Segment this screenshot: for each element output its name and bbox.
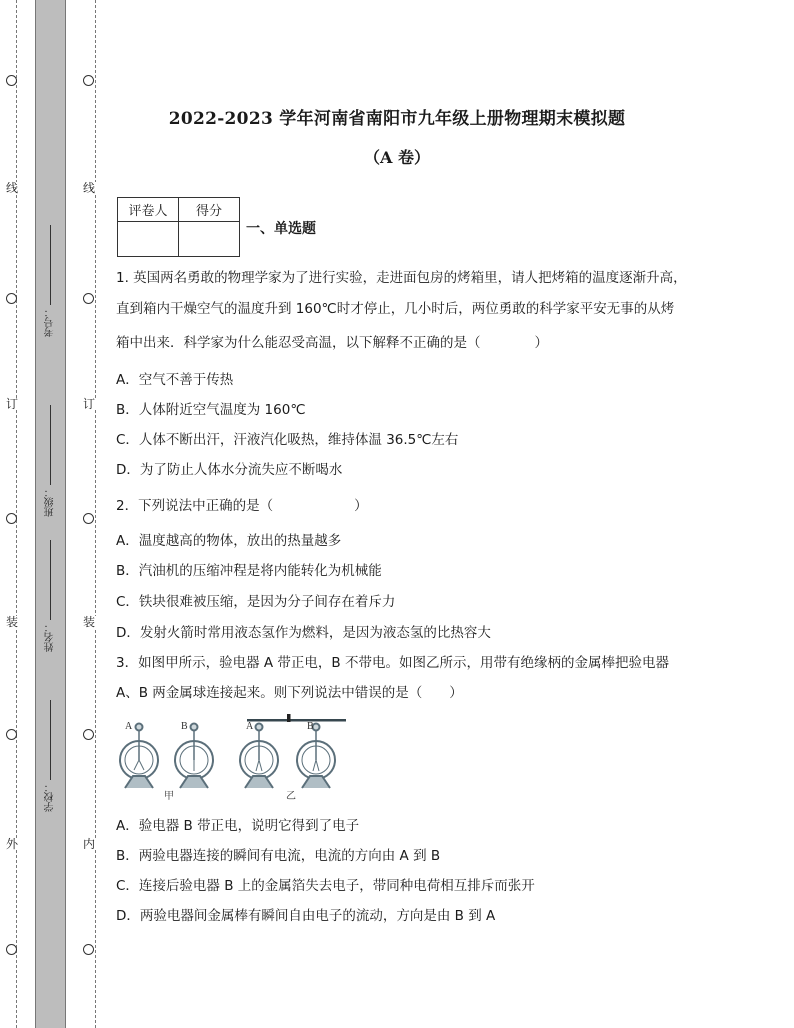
q2-option-c: C．铁块很难被压缩，是因为分子间存在着斥力: [116, 594, 396, 610]
q1-option-c: C．人体不断出汗，汗液汽化吸热，维持体温 36.5℃左右: [116, 432, 459, 448]
caption-yi: 乙: [286, 791, 296, 802]
q2-stem: 2．下列说法中正确的是（ ）: [116, 498, 368, 514]
score-cell[interactable]: [179, 222, 240, 257]
binding-hole: [83, 293, 94, 304]
binding-hole: [6, 75, 17, 86]
margin-char-zhuang: 装: [5, 615, 18, 629]
margin-char-xian: 线: [82, 181, 95, 195]
q1-option-a: A．空气不善于传热: [116, 372, 234, 388]
label-b-left: B: [181, 721, 188, 732]
binding-hole: [6, 513, 17, 524]
binding-hole: [83, 729, 94, 740]
score-header: 得分: [179, 198, 240, 222]
score-table: [117, 197, 240, 257]
q3-option-c: C．连接后验电器 B 上的金属箔失去电子，带同种电荷相互排斥而张开: [116, 878, 535, 894]
margin-char-nei: 内: [82, 837, 95, 851]
q1-option-b: B．人体附近空气温度为 160℃: [116, 402, 306, 418]
margin-char-ding: 订: [5, 397, 18, 411]
binding-hole: [83, 513, 94, 524]
q2-option-b: B．汽油机的压缩冲程是将内能转化为机械能: [116, 563, 382, 579]
label-a-left: A: [125, 721, 133, 732]
q3-stem-line: A、B 两金属球连接起来。则下列说法中错误的是（ ）: [116, 685, 463, 701]
school-field[interactable]: 学校：: [43, 700, 58, 812]
margin-char-xian: 线: [5, 181, 18, 195]
q3-stem-line: 3．如图甲所示，验电器 A 带正电，B 不带电。如图乙所示，用带有绝缘柄的金属棒把验电器: [116, 655, 669, 671]
binding-hole: [83, 944, 94, 955]
name-field[interactable]: 姓名：: [43, 540, 58, 652]
binding-hole: [6, 944, 17, 955]
label-a-right: A: [246, 721, 254, 732]
binding-hole: [83, 75, 94, 86]
q2-option-a: A．温度越高的物体，放出的热量越多: [116, 533, 342, 549]
label-b-right: B: [307, 721, 314, 732]
q1-stem-line: 箱中出来．科学家为什么能忍受高温，以下解释不正确的是（ ）: [116, 335, 548, 351]
page-subtitle: （A 卷）: [364, 148, 430, 167]
q3-option-b: B．两验电器连接的瞬间有电流，电流的方向由 A 到 B: [116, 848, 441, 864]
electroscope-figure: [115, 710, 355, 800]
electroscope-drawing: [115, 710, 355, 800]
q1-stem-line: 直到箱内干燥空气的温度升到 160℃时才停止，几小时后，两位勇敢的科学家平安无事的从烤: [116, 301, 675, 317]
exam-number-field[interactable]: 考号：: [43, 225, 58, 337]
binding-hole: [6, 729, 17, 740]
section-title: 一、单选题: [246, 221, 316, 237]
grader-cell[interactable]: [118, 222, 179, 257]
binding-hole: [6, 293, 17, 304]
q1-stem-line: 1. 英国两名勇敢的物理学家为了进行实验，走进面包房的烤箱里，请人把烤箱的温度逐渐升高，: [116, 270, 687, 286]
caption-jia: 甲: [164, 791, 174, 802]
margin-char-ding: 订: [82, 397, 95, 411]
q1-option-d: D．为了防止人体水分流失应不断喝水: [116, 462, 343, 478]
grader-header: 评卷人: [118, 198, 179, 222]
margin-char-zhuang: 装: [82, 615, 95, 629]
q3-option-d: D．两验电器间金属棒有瞬间自由电子的流动，方向是由 B 到 A: [116, 908, 496, 924]
class-field[interactable]: 班级：: [43, 405, 58, 517]
margin-char-wai: 外: [5, 837, 18, 851]
page-title: 2022-2023 学年河南省南阳市九年级上册物理期末模拟题: [168, 109, 626, 129]
q3-option-a: A．验电器 B 带正电，说明它得到了电子: [116, 818, 360, 834]
q2-option-d: D．发射火箭时常用液态氢作为燃料，是因为液态氢的比热容大: [116, 625, 491, 641]
